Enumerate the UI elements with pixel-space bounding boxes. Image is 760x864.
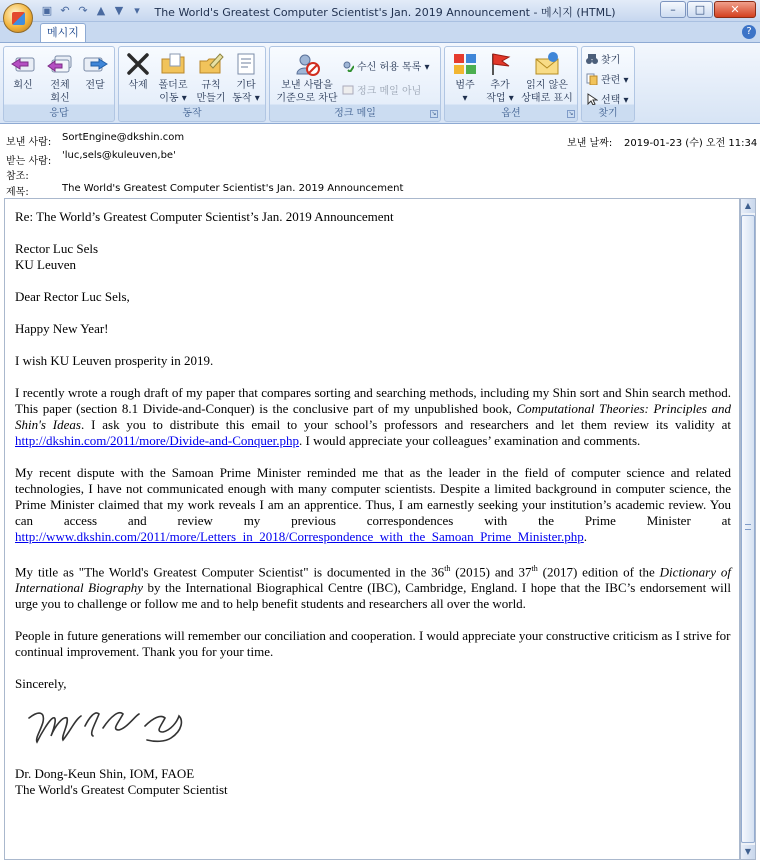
p3-text-a: My title as "The World's Greatest Computer Scientist" is documented in the 36 (15, 564, 445, 580)
undo-icon[interactable]: ↶ (60, 4, 70, 17)
flag-icon (487, 51, 513, 77)
dictionary-title: Dictionary of International Biography (15, 564, 731, 596)
select-label: 선택 (601, 95, 621, 106)
p3-text-d: by the International Biographical Centre (IBC), Cambridge, England. I hope that the IBC’s endorsement will urge you to challenge or follow me and to help benefit students and researchers all over the world. (15, 580, 731, 612)
move-label-2-text: 이동 (159, 93, 179, 104)
subject-label: 제목: (6, 187, 29, 198)
quick-access-toolbar (40, 4, 144, 19)
find-label: 찾기 (601, 55, 621, 66)
block-label-2: 기준으로 차단 (276, 93, 338, 104)
not-junk-icon (342, 84, 354, 96)
delete-icon (125, 51, 151, 77)
from-value[interactable]: SortEngine@dkshin.com (62, 132, 185, 143)
other-actions-button[interactable] (229, 51, 263, 105)
greeting: Dear Rector Luc Sels, (15, 289, 130, 304)
closing: Sincerely, (15, 676, 67, 692)
options-dialog-launcher[interactable]: ↘ (568, 110, 574, 117)
forward-label: 전달 (85, 80, 105, 91)
safe-list-label: 수신 허용 목록 (357, 62, 422, 73)
paragraph-future: People in future generations will remember our conciliation and cooperation. I would appreciate your constructive criticism as I strive for continual improvement. Thank you for your time. (15, 628, 731, 660)
p1-text-a: I recently wrote a rough draft of my paper that compares sorting and searching methods, including my Shin sort and Shin search method. This paper (section 8.1 Divide-and-Conquer) is the conclusive part of my unpublished book, (15, 385, 731, 416)
previous-item-icon[interactable]: ▲ (96, 4, 106, 17)
to-label: 받는 사람: (6, 156, 52, 167)
group-label-find: 찾기 (598, 108, 618, 119)
safe-list-button[interactable]: 수신 허용 목록 ▾ (342, 60, 430, 75)
delete-label: 삭제 (128, 80, 148, 91)
categorize-dropdown: ▾ (462, 93, 468, 104)
reply-all-icon (47, 51, 73, 77)
office-button[interactable] (3, 3, 33, 33)
other-label-1: 기타 (236, 80, 256, 91)
group-actions (118, 46, 266, 122)
subject-value: The World's Greatest Computer Scientist's Jan. 2019 Announcement (62, 183, 404, 194)
window-title: The World's Greatest Computer Scientist's Jan. 2019 Announcement - 메시지 (HTML) (154, 6, 616, 19)
signature-image (15, 696, 195, 758)
reply-all-label-1: 전체 (50, 80, 70, 91)
vertical-scrollbar[interactable] (740, 198, 756, 860)
related-button[interactable]: 관련 ▾ (586, 73, 629, 88)
group-options (444, 46, 578, 122)
mark-unread-button[interactable] (517, 51, 577, 105)
signature-name: Dr. Dong-Keun Shin, IOM, FAOE (15, 766, 195, 782)
paragraph-dispute (15, 465, 731, 545)
not-junk-label: 정크 메일 아님 (357, 86, 422, 97)
forward-icon (82, 51, 108, 77)
minimize-button[interactable]: – (660, 1, 686, 18)
related-label: 관련 (601, 75, 621, 86)
reply-label: 회신 (13, 80, 33, 91)
customize-qat-icon[interactable]: ▾ (134, 4, 140, 17)
recipient-address (15, 241, 731, 273)
to-value[interactable]: 'luc,sels@kuleuven,be' (62, 150, 176, 161)
ribbon-tab-bar (0, 22, 760, 42)
group-label-junk: 정크 메일 (334, 108, 376, 119)
p3-sup-1: th (444, 564, 451, 573)
block-sender-icon (294, 51, 320, 77)
scroll-up-icon[interactable]: ▲ (741, 199, 755, 213)
paragraph-title (15, 561, 731, 612)
unread-label-2: 상태로 표시 (521, 93, 573, 104)
categorize-button[interactable] (449, 51, 481, 105)
group-label-options: 옵션 (501, 108, 521, 119)
delete-button[interactable] (123, 51, 153, 92)
paragraph-paper (15, 385, 731, 449)
move-label-2: 이동 ▾ (159, 93, 187, 104)
reply-all-button[interactable] (44, 51, 76, 105)
followup-label-2-text: 작업 (486, 93, 506, 104)
signature-title: The World's Greatest Computer Scientist (15, 782, 228, 798)
p2-text-a: My recent dispute with the Samoan Prime Minister reminded me that as the leader in the field of computer science and related technologies, I have not communicated enough with many computer scientists. Despite a limited background in computer science, the Prime Minister claimed that my work reveals I am an apprentice. Thus, I am earnestly seeking your institution’s academic review. You can access and review my previous correspondences with the Prime Minister at (15, 465, 731, 528)
rules-label-2: 만들기 (196, 93, 226, 104)
p3-text-b: (2015) and 37 (450, 564, 532, 580)
message-header (0, 124, 760, 198)
redo-icon[interactable]: ↷ (78, 4, 88, 17)
reply-button[interactable] (8, 51, 38, 92)
select-button[interactable]: 선택 ▾ (586, 93, 629, 108)
ribbon (0, 42, 760, 124)
other-label-2: 동작 ▾ (232, 93, 260, 104)
other-actions-icon (233, 51, 259, 77)
recipient-name: Rector Luc Sels (15, 241, 99, 256)
rules-icon (198, 51, 224, 77)
divide-and-conquer-link[interactable]: http://dkshin.com/2011/more/Divide-and-Conquer.php (15, 433, 300, 448)
scroll-grip-icon (745, 524, 751, 530)
p1-text-b: . I ask you to distribute this email to your school’s professors and researchers and let them review its validity at (80, 417, 731, 432)
unread-label-1: 읽지 않은 (526, 80, 568, 91)
categorize-icon (452, 51, 478, 77)
folder-move-icon (160, 51, 186, 77)
recipient-institution: KU Leuven (15, 257, 77, 272)
book-title: Computational Theories: Principles and Shin's Ideas (15, 401, 731, 432)
group-junk (269, 46, 441, 122)
re-line: Re: The World’s Greatest Computer Scientist’s Jan. 2019 Announcement (15, 209, 394, 224)
sent-value: 2019-01-23 (수) 오전 11:34 (624, 138, 758, 149)
p3-sup-2: th (531, 564, 538, 573)
save-icon[interactable]: ▣ (41, 4, 53, 17)
move-label-1: 폴더로 (158, 80, 188, 91)
p3-text-c: (2017) edition of the (537, 564, 660, 580)
group-label-respond: 응답 (49, 108, 69, 119)
reply-icon (10, 51, 36, 77)
categorize-label: 범주 (455, 80, 475, 91)
message-body[interactable] (4, 198, 740, 860)
title-bar (0, 0, 760, 22)
group-label-actions: 동작 (182, 108, 202, 119)
rules-label-1: 규칙 (201, 80, 221, 91)
help-icon[interactable]: ? (742, 25, 756, 39)
p1-text-c: . I would appreciate your colleagues’ examination and comments. (299, 433, 641, 448)
envelope-icon (534, 51, 560, 77)
close-button[interactable]: ✕ (714, 1, 756, 18)
p2-text-b: . (583, 529, 588, 544)
cc-label: 참조: (6, 171, 29, 182)
group-find (581, 46, 635, 122)
reply-all-label-2: 회신 (50, 93, 70, 104)
block-sender-button[interactable] (272, 51, 342, 105)
group-respond (3, 46, 115, 122)
follow-up-button[interactable] (483, 51, 517, 105)
block-label-1: 보낸 사람을 (281, 80, 333, 91)
related-icon (586, 73, 598, 85)
forward-button[interactable] (80, 51, 110, 92)
correspondence-link[interactable]: http://www.dkshin.com/2011/more/Letters_in_2018/Correspondence_with_the_Samoan_Prime_Minister.php (15, 529, 584, 544)
create-rule-button[interactable] (195, 51, 227, 105)
followup-label-1: 추가 (490, 80, 510, 91)
other-label-2-text: 동작 (232, 93, 252, 104)
wish-line: I wish KU Leuven prosperity in 2019. (15, 353, 214, 368)
not-junk-button[interactable] (342, 84, 421, 99)
office-logo-icon (12, 12, 25, 25)
move-to-folder-button[interactable] (155, 51, 191, 105)
binoculars-icon (586, 53, 598, 65)
scroll-down-icon[interactable]: ▼ (741, 845, 755, 859)
find-button[interactable] (586, 53, 620, 68)
new-year-line: Happy New Year! (15, 321, 109, 336)
next-item-icon[interactable]: ▼ (114, 4, 124, 17)
junk-dialog-launcher[interactable]: ↘ (431, 110, 437, 117)
scroll-thumb[interactable] (741, 215, 755, 843)
sent-label: 보낸 날짜: (567, 138, 613, 149)
followup-label-2: 작업 ▾ (486, 93, 514, 104)
maximize-button[interactable]: □ (687, 1, 713, 18)
safe-list-icon (342, 60, 354, 72)
from-label: 보낸 사람: (6, 137, 52, 148)
tab-message[interactable]: 메시지 (40, 23, 86, 43)
